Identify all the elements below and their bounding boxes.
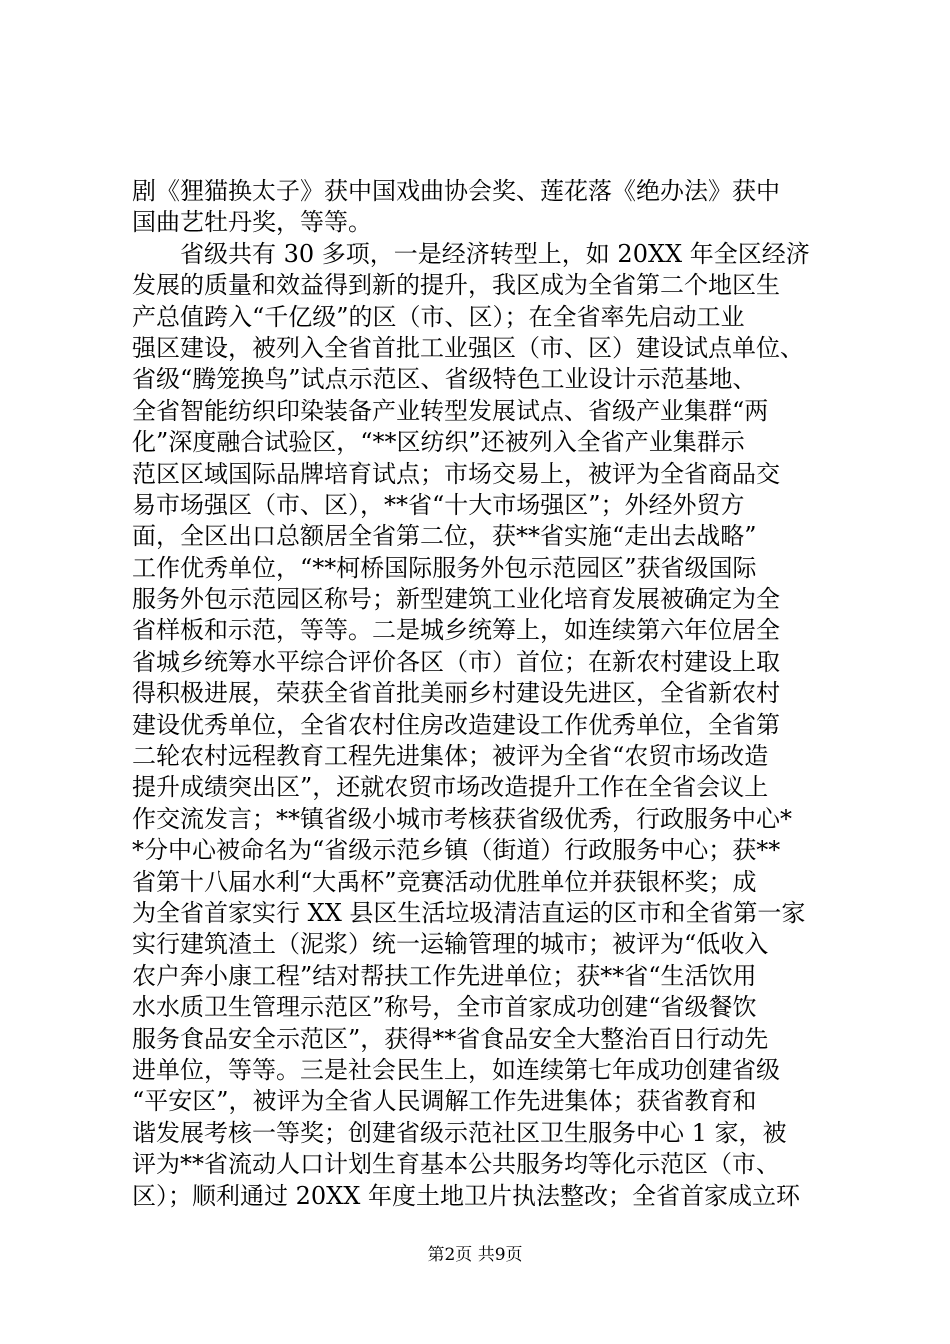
text-line: 区）；顺利通过 20XX 年度土地卫片执法整改；全省首家成立环 xyxy=(132,1181,800,1210)
paragraph-first-line: 省级共有 30 多项，一是经济转型上，如 20XX 年全区经济 xyxy=(180,239,810,268)
text-line: 国曲艺牡丹奖，等等。 xyxy=(132,208,372,237)
text-line: 服务外包示范园区称号；新型建筑工业化培育发展被确定为全 xyxy=(132,585,780,614)
text-line: 水水质卫生管理示范区”称号，全市首家成功创建“省级餐饮 xyxy=(132,993,757,1022)
text-line: 二轮农村远程教育工程先进集体；被评为全省“农贸市场改造 xyxy=(132,742,769,771)
text-line: 提升成绩突出区”，还就农贸市场改造提升工作在全省会议上 xyxy=(132,773,769,802)
page-number-footer: 第2页 共9页 xyxy=(427,1245,523,1265)
text-line: “平安区”，被评为全省人民调解工作先进集体；获省教育和 xyxy=(132,1087,757,1116)
body-text xyxy=(132,176,832,1212)
text-line: 省城乡统筹水平综合评价各区（市）首位；在新农村建设上取 xyxy=(132,647,780,676)
text-line: 建设优秀单位，全省农村住房改造建设工作优秀单位，全省第 xyxy=(132,710,780,739)
text-line: 化”深度融合试验区，“**区纺织”还被列入全省产业集群示 xyxy=(132,428,745,457)
text-line: 省级“腾笼换鸟”试点示范区、省级特色工业设计示范基地、 xyxy=(132,365,757,394)
text-line: 全省智能纺织印染装备产业转型发展试点、省级产业集群“两 xyxy=(132,396,769,425)
text-line: 为全省首家实行 XX 县区生活垃圾清洁直运的区市和全省第一家 xyxy=(132,898,806,927)
text-line: 谐发展考核一等奖；创建省级示范社区卫生服务中心 1 家，被 xyxy=(132,1118,787,1147)
text-line: 范区区域国际品牌培育试点；市场交易上，被评为全省商品交 xyxy=(132,459,780,488)
text-line: 工作优秀单位，“**柯桥国际服务外包示范园区”获省级国际 xyxy=(132,553,757,582)
text-line: 易市场强区（市、区），**省“十大市场强区”；外经外贸方 xyxy=(132,490,745,519)
text-line: 剧《狸猫换太子》获中国戏曲协会奖、莲花落《绝办法》获中 xyxy=(132,177,780,205)
text-line: 面，全区出口总额居全省第二位，获**省实施“走出去战略” xyxy=(132,522,757,551)
text-line: 农户奔小康工程”结对帮扶工作先进单位；获**省“生活饮用 xyxy=(132,961,757,990)
text-line: 强区建设，被列入全省首批工业强区（市、区）建设试点单位、 xyxy=(132,333,804,362)
text-line: 实行建筑渣土（泥浆）统一运输管理的城市；被评为“低收入 xyxy=(132,930,769,959)
text-line: 进单位，等等。三是社会民生上，如连续第七年成功创建省级 xyxy=(132,1055,780,1084)
text-line: 服务食品安全示范区”，获得**省食品安全大整治百日行动先 xyxy=(132,1024,769,1053)
text-line: 省第十八届水利“大禹杯”竞赛活动优胜单位并获银杯奖；成 xyxy=(132,867,757,896)
text-line: 产总值跨入“千亿级”的区（市、区）；在全省率先启动工业 xyxy=(132,302,745,331)
text-line: 作交流发言；**镇省级小城市考核获省级优秀，行政服务中心* xyxy=(132,804,792,833)
text-line: *分中心被命名为“省级示范乡镇（街道）行政服务中心；获** xyxy=(132,836,781,865)
text-line: 评为**省流动人口计划生育基本公共服务均等化示范区（市、 xyxy=(132,1150,780,1179)
text-line: 得积极进展，荣获全省首批美丽乡村建设先进区，全省新农村 xyxy=(132,679,780,708)
text-line: 发展的质量和效益得到新的提升，我区成为全省第二个地区生 xyxy=(132,271,780,300)
text-line: 省样板和示范，等等。二是城乡统筹上，如连续第六年位居全 xyxy=(132,616,780,645)
